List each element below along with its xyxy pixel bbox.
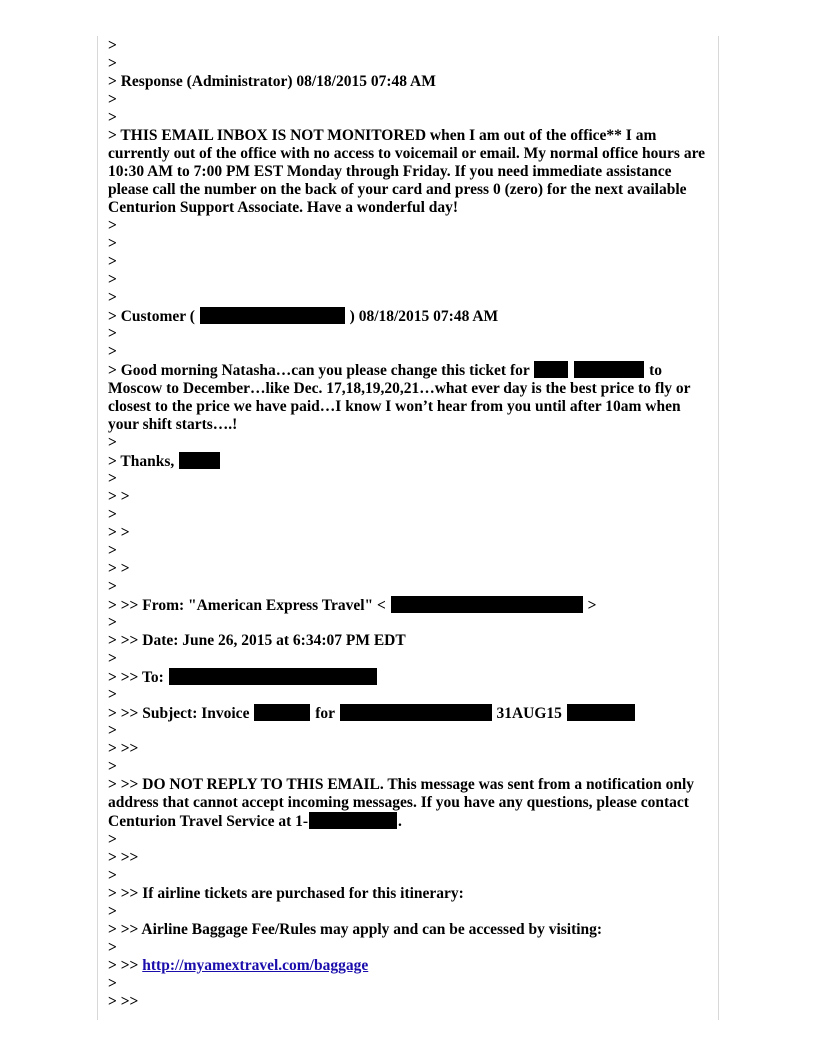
from-suffix: > (587, 597, 597, 614)
thanks-text: > Thanks, (108, 453, 175, 470)
quote-marker: > (108, 434, 117, 451)
quote-marker-nested: > >> (108, 993, 139, 1010)
quote-marker-double: > > (108, 560, 130, 577)
quote-marker: > (108, 614, 117, 631)
from-line (108, 596, 708, 614)
quote-marker: > (108, 325, 117, 342)
quote-marker: > (108, 470, 117, 487)
quote-marker-double: > > (108, 524, 130, 541)
to-label: > >> To: (108, 669, 164, 686)
redaction-block (309, 812, 397, 829)
quote-marker: > (108, 289, 117, 306)
airline-tickets-line: > >> If airline tickets are purchased for this itinerary: (108, 885, 464, 902)
subject-line (108, 704, 708, 722)
quote-marker: > (108, 939, 117, 956)
customer-message-to: to (649, 362, 663, 379)
quote-marker: > (108, 109, 117, 126)
customer-header-prefix: > Customer ( (108, 308, 195, 325)
quote-marker-nested: > >> (108, 740, 139, 757)
quote-marker: > (108, 91, 117, 108)
quote-marker: > (108, 55, 117, 72)
baggage-link-line (108, 957, 708, 975)
baggage-rules-line: > >> Airline Baggage Fee/Rules may apply and can be accessed by visiting: (108, 921, 603, 938)
customer-message-rest: Moscow to December…like Dec. 17,18,19,20,21…what ever day is the best price to fly or closest to the price we have paid…I know I won’t hear from you until after 10am when your shift starts….! (108, 380, 691, 433)
subject-date: 31AUG15 (496, 705, 562, 722)
quote-marker: > (108, 758, 117, 775)
baggage-link-prefix: > >> (108, 957, 139, 974)
redaction-block (169, 668, 377, 685)
quote-marker: > (108, 903, 117, 920)
redaction-block (200, 307, 345, 324)
customer-message-prefix: > Good morning Natasha…can you please change this ticket for (108, 362, 530, 379)
do-not-reply-text: > >> DO NOT REPLY TO THIS EMAIL. This message was sent from a notification only address that cannot accept incoming messages. If you have any questions, please contact Centurion Travel Service at 1- (108, 776, 695, 830)
quote-marker: > (108, 578, 117, 595)
redaction-block (340, 704, 492, 721)
redaction-block (254, 704, 310, 721)
quote-marker: > (108, 722, 117, 739)
thanks-line (108, 452, 708, 470)
redaction-block (179, 452, 220, 469)
quote-marker-nested: > >> (108, 849, 139, 866)
response-header: > Response (Administrator) 08/18/2015 07:48 AM (108, 73, 436, 90)
quote-marker: > (108, 867, 117, 884)
quote-marker: > (108, 975, 117, 992)
do-not-reply-notice (108, 776, 708, 831)
quote-marker-double: > > (108, 488, 130, 505)
date-line: > >> Date: June 26, 2015 at 6:34:07 PM EDT (108, 632, 406, 649)
redaction-block (391, 596, 583, 613)
redaction-block (567, 704, 635, 721)
quote-marker: > (108, 343, 117, 360)
auto-reply-text: > THIS EMAIL INBOX IS NOT MONITORED when I am out of the office** I am currently out of the office with no access to voicemail or email. My normal office hours are 10:30 AM to 7:00 PM EST Monday through Friday. If you need immediate assistance please call the number on the back of your card and press 0 (zero) for the next available Centurion Support Associate. Have a wonderful day! (108, 127, 706, 216)
redaction-block (534, 361, 568, 378)
customer-message (108, 361, 708, 434)
email-body (108, 37, 708, 1011)
from-prefix: > >> From: "American Express Travel" < (108, 597, 386, 614)
quote-marker: > (108, 650, 117, 667)
quote-marker: > (108, 542, 117, 559)
to-line (108, 668, 708, 686)
quote-marker: > (108, 37, 117, 54)
subject-for: for (315, 705, 335, 722)
customer-header-suffix: ) 08/18/2015 07:48 AM (349, 308, 499, 325)
subject-prefix: > >> Subject: Invoice (108, 705, 250, 722)
customer-header (108, 307, 708, 325)
quote-marker: > (108, 235, 117, 252)
quote-marker: > (108, 271, 117, 288)
redaction-block (574, 361, 644, 378)
quote-marker: > (108, 217, 117, 234)
quote-marker: > (108, 686, 117, 703)
quote-marker: > (108, 831, 117, 848)
do-not-reply-suffix: . (398, 813, 402, 830)
quote-marker: > (108, 506, 117, 523)
baggage-link[interactable]: http://myamextravel.com/baggage (142, 957, 369, 974)
quote-marker: > (108, 253, 117, 270)
